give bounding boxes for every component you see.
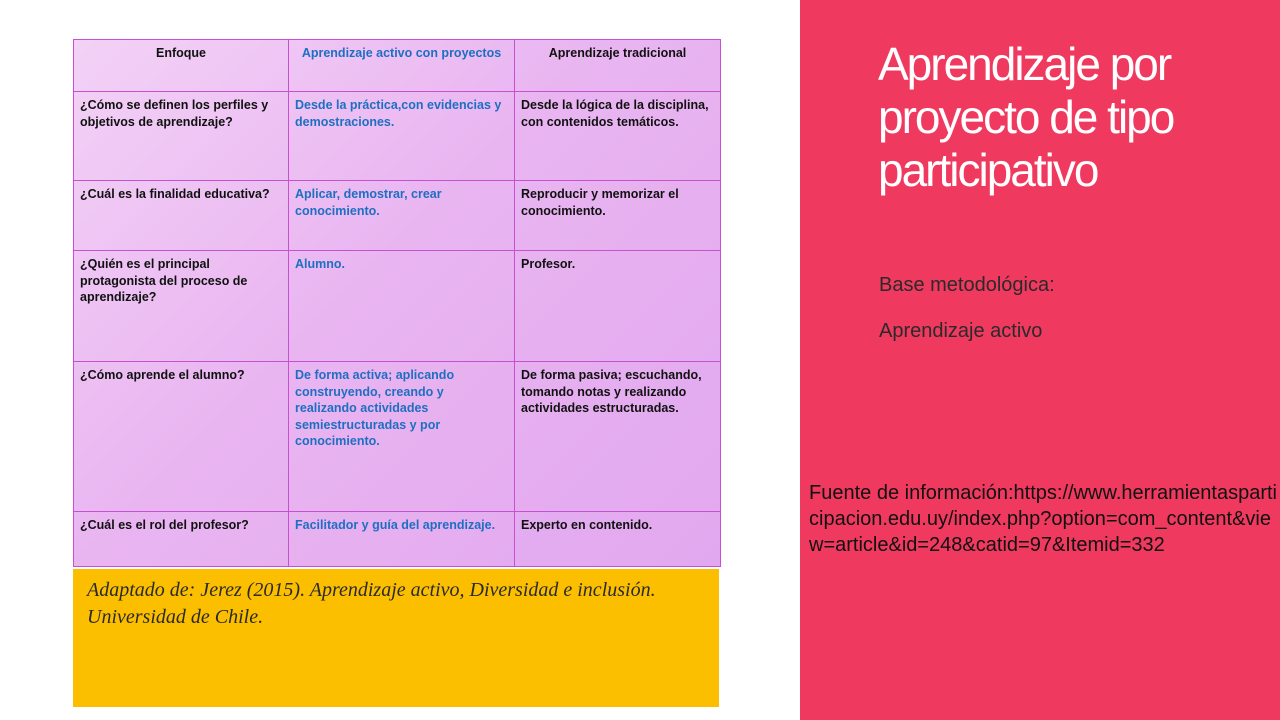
citation-text: Adaptado de: Jerez (2015). Aprendizaje activo, Diversidad e inclusión. Universidad de Chile. [87,579,656,628]
subtitle-active: Aprendizaje activo [879,320,1043,342]
citation-box [73,569,719,707]
table-header-row [74,40,721,92]
row-question: ¿Cuál es el rol del profesor? [74,512,289,567]
side-panel [800,0,1280,720]
subtitle-base: Base metodológica: [879,274,1055,296]
row-question: ¿Quién es el principal protagonista del proceso de aprendizaje? [74,251,289,362]
row-question: ¿Cuál es la finalidad educativa? [74,181,289,251]
row-traditional-answer: Reproducir y memorizar el conocimiento. [515,181,721,251]
row-traditional-answer: Profesor. [515,251,721,362]
table-row [74,251,721,362]
slide-title: Aprendizaje por proyecto de tipo participativo [878,38,1174,196]
header-enfoque: Enfoque [74,40,289,92]
header-aprendizaje-activo: Aprendizaje activo con proyectos [289,40,515,92]
row-active-answer: Alumno. [289,251,515,362]
header-aprendizaje-tradicional: Aprendizaje tradicional [515,40,721,92]
table-row [74,92,721,181]
row-question: ¿Cómo se definen los perfiles y objetivos de aprendizaje? [74,92,289,181]
row-active-answer: Desde la práctica,con evidencias y demostraciones. [289,92,515,181]
row-traditional-answer: Experto en contenido. [515,512,721,567]
row-question: ¿Cómo aprende el alumno? [74,362,289,512]
row-active-answer: De forma activa; aplicando construyendo, creando y realizando actividades semiestructuradas y por conocimiento. [289,362,515,512]
row-traditional-answer: De forma pasiva; escuchando, tomando notas y realizando actividades estructuradas. [515,362,721,512]
table-row [74,362,721,512]
row-traditional-answer: Desde la lógica de la disciplina, con contenidos temáticos. [515,92,721,181]
table-row [74,181,721,251]
source-reference: Fuente de información:https://www.herramientasparticipacion.edu.uy/index.php?option=com_content&view=article&id=248&catid=97&Itemid=332 [809,482,1277,556]
table-row [74,512,721,567]
row-active-answer: Facilitador y guía del aprendizaje. [289,512,515,567]
comparison-table-container [73,39,720,566]
row-active-answer: Aplicar, demostrar, crear conocimiento. [289,181,515,251]
comparison-table [73,39,721,567]
